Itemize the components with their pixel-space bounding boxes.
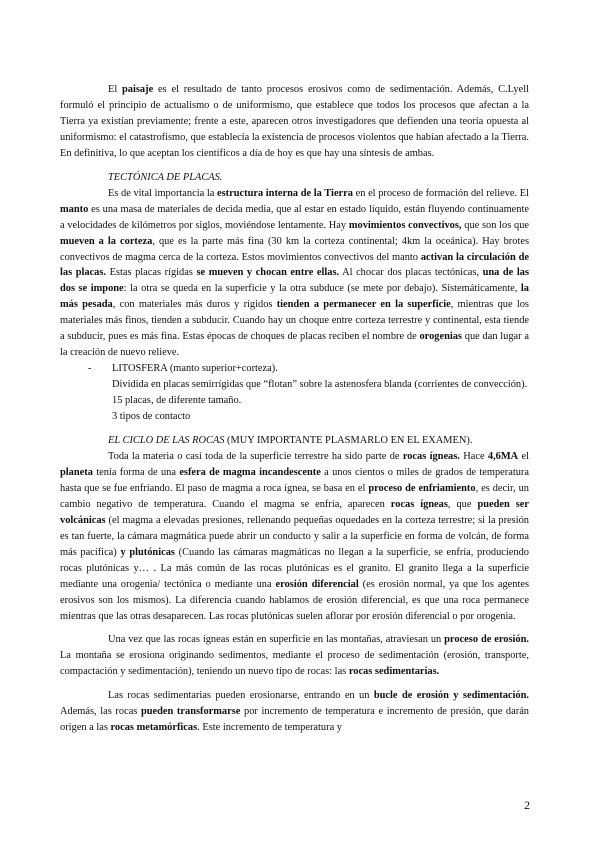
list-item-text: Dividida en placas semirrígidas que “flotan” sobre la astenosfera blanda (corrientes de convección). [112,379,528,391]
text: es el resultado de tanto procesos erosivos como de sedimentación. Además, C.Lyell formuló el principio de actualismo o de uniformismo, que establece que todos los procesos que afectan a la Tierra ya existían previamente; frente a este, aparecen otros investigadores que defienden una teoría opuesta al uniformismo: el catastrofismo, que establecía la existencia de procesos violentos que habían afectado a la Tierra. En definitiva, lo que aceptan los científicos a día de hoy es que hay una síntesis de ambas. [60,84,529,159]
list-item-text: 3 tipos de contacto [112,411,191,423]
paragraph-ciclo: Toda la materia o casi toda de la superficie terrestre ha sido parte de rocas ígneas. Hace 4,6MA el planeta tenía forma de una esfera de magma incandescente a unos cientos o miles de grados de temperatura hasta que se fue enfriando. El paso de magma a roca ígnea, se basa en el proceso de enfriamiento, es decir, un cambio negativo de temperatura. Cuando el magma se enfría, aparecen rocas ígneas, que pueden ser volcánicas (el magma a elevadas presiones, rellenando pequeñas oquedades en la corteza terrestre; si la presión es tan fuerte, la cámara magmática puede abrir un conducto y salir a la superficie en forma de volcán, de forma más pacífica) y plutónicas (Cuando las cámaras magmáticas no llegan a la superficie, se enfría, produciendo rocas plutónicas y… . La más común de las rocas plutónicas es el granito. El granito llega a la superficie mediante una orogenia/ tectónica o mediante una erosión diferencial (es erosión normal, ya que los agentes erosivos son los mismos). La diferencia cuando hablamos de erosión diferencial, es que una roca permanece mientras que las otras desaparecen. Las rocas plutónicas suelen aflorar por erosión diferencial o por orogenia. [60,450,530,622]
section-heading-tectonica: TECTÓNICA DE PLACAS. [108,171,223,183]
paragraph-paisaje [60,82,529,162]
section-heading-ciclo: EL CICLO DE LAS ROCAS (MUY IMPORTANTE PLASMARLO EN EL EXAMEN). [108,435,473,447]
paragraph-erosion: Una vez que las rocas ígneas están en superficie en las montañas, atraviesan un proceso de erosión. La montaña se erosiona originando sedimentos, mediante el proceso de sedimentación (erosión, transporte, compactación y sedimentación), teniendo un nuevo tipo de rocas: las rocas sedimentarias. [60,634,529,678]
document-page [60,82,529,736]
list-item-text: LITOSFERA (manto superior+corteza). [112,363,278,375]
paragraph-sedimentarias: Las rocas sedimentarias pueden erosionarse, entrando en un bucle de erosión y sedimentación. Además, las rocas pueden transformarse por incremento de temperatura e incremento de presión, que darán origen a las rocas metamórficas. Este incremento de temperatura y [60,690,530,734]
text: El [108,84,123,95]
bold-term: paisaje [122,84,154,95]
list-dash: - [88,363,92,375]
litosfera-list [88,361,529,425]
paragraph-tectonica: Es de vital importancia la estructura interna de la Tierra en el proceso de formación del relieve. El manto es una masa de materiales de decida media, que al estar en estado líquido, están fluyendo continuamente a velocidades de kilómetros por siglos, moviéndose lentamente. Hay movimientos convectivos, que son los que mueven a la corteza, que es la parte más fina (30 km la corteza continental; 4km la oceánica). Hay brotes convectivos de magma cerca de la corteza. Estos movimientos convectivos del manto activan la circulación de las placas. Estas placas rígidas se mueven y chocan entre ellas. Al chocar dos placas tectónicas, una de las dos se impone: la otra se queda en la superficie y la otra subduce (se mete por debajo). Sistemáticamente, la más pesada, con materiales más duros y rígidos tienden a permanecer en la superficie, mientras que los materiales más finos, tienden a subducir. Cuando hay un choque entre corteza terrestre y continental, esta tiende a subducir, pues es más fina. Estas épocas de choques de placas reciben el nombre de orogenias que dan lugar a la creación de nuevo relieve. [60,187,530,359]
page-number: 2 [524,798,530,812]
list-item-text: 15 placas, de diferente tamaño. [112,395,242,407]
list-item [88,361,529,425]
